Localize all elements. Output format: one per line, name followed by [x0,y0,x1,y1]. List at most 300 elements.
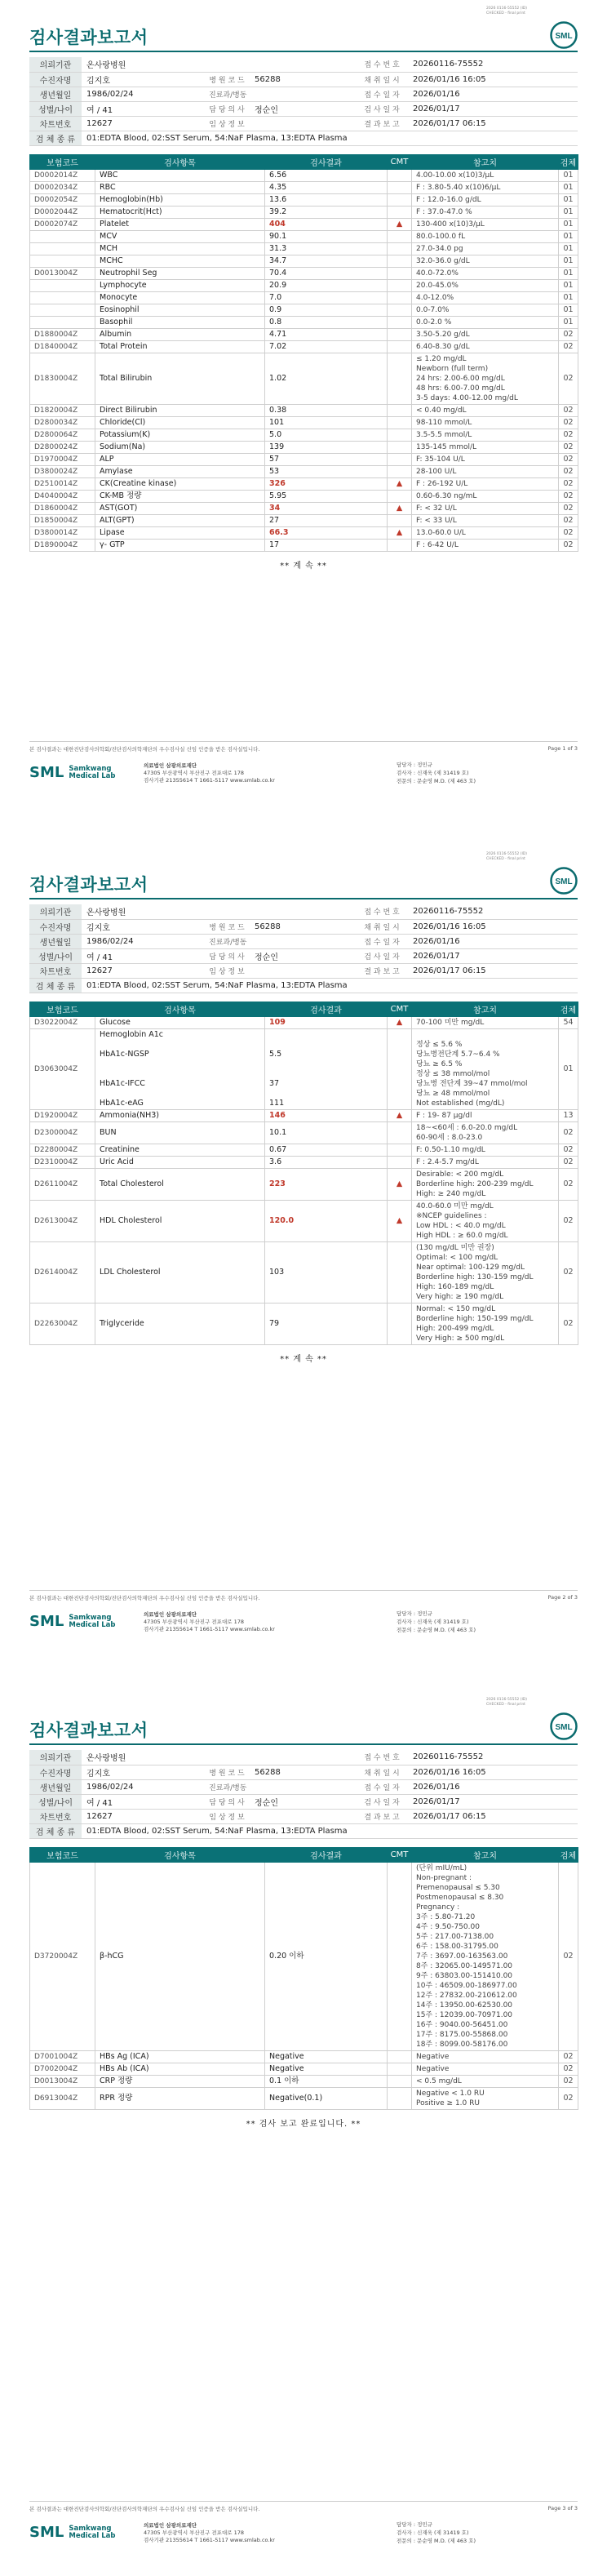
test-result: 34.7 [265,255,388,267]
report-page-2 [0,816,607,1665]
page-title: 검사결과보고서 [29,875,148,895]
continue-note: ** 계 속 ** [280,561,327,571]
test-item: LDL Cholesterol [95,1241,265,1303]
specimen-code: 54 [559,1016,578,1028]
result-row [30,218,578,230]
high-flag-icon [388,230,412,242]
insurance-code [30,230,95,242]
specimen-code: 02 [559,1200,578,1241]
insurance-code [30,255,95,267]
insurance-code: D1970004Z [30,453,95,465]
high-flag-icon [388,2063,412,2075]
page-title: 검사결과보고서 [29,1721,148,1740]
test-item: Total Protein [95,340,265,353]
reference-range: 28-100 U/L [412,465,559,477]
page-footer: 본 검사결과는 대한진단검사의학회/진단검사의학재단의 우수검사실 신임 인증을 받은 검사실입니다. Page 2 of 3 SML Samkwang Medical Lab 의료법인 삼광의료재단 47305 부산광역시 부산진구 전포대로 178 검사기관 21355614 T 1661-5117 www.smlab.co.kr 담당자 : 정민규 검사자 : 신재욱 (제 31419 호) 전문의 : 문순영 M.D. (제 463 호) [0,1590,607,1665]
test-result: 109 [265,1016,388,1028]
specimen-code: 02 [559,2050,578,2063]
test-item: AST(GOT) [95,502,265,514]
test-result: 0.1 이하 [265,2075,388,2087]
result-row [30,304,578,316]
result-row [30,1862,578,2050]
high-flag-icon [388,429,412,441]
insurance-code: D1920004Z [30,1109,95,1121]
high-flag-icon: ▲ [388,1109,412,1121]
specimen-code: 02 [559,340,578,353]
result-row [30,279,578,291]
specimen-code: 02 [559,328,578,340]
specimen-code: 02 [559,441,578,453]
test-item: Lymphocyte [95,279,265,291]
test-item: Direct Bilirubin [95,404,265,416]
reference-range: 6.40-8.30 g/dL [412,340,559,353]
reference-range: F : 19- 87 μg/dl [412,1109,559,1121]
result-row [30,169,578,181]
specimen-code: 01 [559,193,578,206]
svg-text:SML: SML [555,1723,573,1732]
specimen-code: 02 [559,1168,578,1200]
patient-info-table: 의뢰기관 온사랑병원 접 수 번 호 20260116-75552 수진자명 김지호 병 원 코 드 56288 채 취 일 시 2026/01/16 16:05 생년월일 1986/02/24 진료과/병동 접 수 일 자 2026/01/16 성별/나이 여 / 41 담 당 의 사 정순인 검 사 일 자 2026/01/17 차트번호 12627 임 상 정 보 결 과 보 고 2026/01/17 06:15 검 체 종 류 01:EDTA Blood, 02:SST Serum, 54:NaF Plasma, 13:EDTA Plasma [29,1750,578,1839]
result-row [30,1303,578,1344]
high-flag-icon [388,1241,412,1303]
test-item: Total Cholesterol [95,1168,265,1200]
insurance-code: D2310004Z [30,1156,95,1168]
insurance-code: D1820004Z [30,404,95,416]
high-flag-icon: ▲ [388,1168,412,1200]
test-item: HBs Ab (ICA) [95,2063,265,2075]
test-result: 146 [265,1109,388,1121]
test-result: 17 [265,539,388,551]
result-row [30,291,578,304]
specimen-code: 02 [559,1241,578,1303]
high-flag-icon [388,1303,412,1344]
test-item: CK(Creatine kinase) [95,477,265,490]
result-row [30,2087,578,2109]
insurance-code: D7002004Z [30,2063,95,2075]
insurance-code: D2611004Z [30,1168,95,1200]
test-item: Ammonia(NH3) [95,1109,265,1121]
insurance-code: D2280004Z [30,1144,95,1156]
high-flag-icon [388,181,412,193]
test-item: Eosinophil [95,304,265,316]
result-row [30,539,578,551]
test-result: 57 [265,453,388,465]
test-result: 120.0 [265,1200,388,1241]
page-number: Page 3 of 3 [547,2505,578,2512]
reference-range: F : 6-42 U/L [412,539,559,551]
high-flag-icon [388,2087,412,2109]
test-item: CRP 정량 [95,2075,265,2087]
result-row [30,2050,578,2063]
reference-range: F : 12.0-16.0 g/dL [412,193,559,206]
test-item: BUN [95,1121,265,1144]
reference-range: 4.0-12.0% [412,291,559,304]
specimen-code: 01 [559,267,578,279]
high-flag-icon [388,1862,412,2050]
specimen-code: 02 [559,502,578,514]
patient-name: 김지호 [82,72,204,87]
high-flag-icon [388,416,412,429]
insurance-code: D2800024Z [30,441,95,453]
reference-range: F: 0.50-1.10 mg/dL [412,1144,559,1156]
test-result: 5.0 [265,429,388,441]
test-result: 0.9 [265,304,388,316]
reference-range: F : 2.4-5.7 mg/dL [412,1156,559,1168]
result-row [30,514,578,526]
page-footer: 본 검사결과는 대한진단검사의학회/진단검사의학재단의 우수검사실 신임 인증을 받은 검사실입니다. Page 1 of 3 SML Samkwang Medical Lab 의료법인 삼광의료재단 47305 부산광역시 부산진구 전포대로 178 검사기관 21355614 T 1661-5117 www.smlab.co.kr 담당자 : 정민규 검사자 : 신재욱 (제 31419 호) 전문의 : 문순영 M.D. (제 463 호) [0,741,607,816]
high-flag-icon [388,255,412,267]
high-flag-icon [388,1144,412,1156]
result-row [30,441,578,453]
high-flag-icon [388,193,412,206]
specimen-code: 02 [559,1121,578,1144]
reference-range: 0.60-6.30 ng/mL [412,490,559,502]
test-result: 34 [265,502,388,514]
high-flag-icon [388,1028,412,1109]
specimen-code: 01 [559,316,578,328]
test-result: 79 [265,1303,388,1344]
specimen-code: 01 [559,181,578,193]
result-row [30,1028,578,1109]
reference-range: < 0.40 mg/dL [412,404,559,416]
high-flag-icon [388,1156,412,1168]
insurance-code: D1890004Z [30,539,95,551]
specimen-code: 01 [559,169,578,181]
test-result: 4.71 [265,328,388,340]
test-item: HBs Ag (ICA) [95,2050,265,2063]
page-number: Page 2 of 3 [547,1594,578,1601]
specimen-code: 01 [559,1028,578,1109]
result-row [30,193,578,206]
insurance-code: D7001004Z [30,2050,95,2063]
specimen-code: 02 [559,429,578,441]
result-row [30,1200,578,1241]
high-flag-icon [388,2075,412,2087]
institution-value: 온사랑병원 [82,57,356,72]
reference-range: 20.0-45.0% [412,279,559,291]
result-row [30,181,578,193]
result-row [30,429,578,441]
test-result: 404 [265,218,388,230]
high-flag-icon: ▲ [388,1016,412,1028]
test-item: γ- GTP [95,539,265,551]
specimen-code: 02 [559,514,578,526]
reference-range: 0.0-7.0% [412,304,559,316]
reference-range: (130 mg/dL 미만 권장) Optimal: < 100 mg/dL Near optimal: 100-129 mg/dL Borderline high: 130-159 mg/dL High: 160-189 mg/dL Very high: ≥ 190 mg/dL [412,1241,559,1303]
high-flag-icon: ▲ [388,526,412,539]
reference-range: 18~<60세 : 6.0-20.0 mg/dL 60-90세 : 8.0-23.0 [412,1121,559,1144]
result-row [30,328,578,340]
reference-range: F : 37.0-47.0 % [412,206,559,218]
result-row [30,2075,578,2087]
test-item: HDL Cholesterol [95,1200,265,1241]
test-result: 223 [265,1168,388,1200]
insurance-code [30,304,95,316]
high-flag-icon [388,267,412,279]
test-item: RBC [95,181,265,193]
result-row [30,353,578,404]
insurance-code: D2510014Z [30,477,95,490]
insurance-code: D3800014Z [30,526,95,539]
insurance-code: D0002034Z [30,181,95,193]
test-result: 0.20 이하 [265,1862,388,2050]
insurance-code [30,316,95,328]
results-table: 보험코드 검사항목 검사결과 CMT 참고치 검체 D0002014Z WBC 6.56 4.00-10.00 x(10)3/μL 01 D0002034Z RBC 4.35 F : 3.80-5.40 x(10)6/μL 01 D0002054Z Hemoglobin(Hb) 13.6 F : 12.0-16.0 g/dL 01 D0002044Z Hematocrit(Hct) 39.2 F : 37.0-47.0 % 01 D0002074Z Platelet 404 ▲ 130-400 x(10)3/μL 01 MCV 90.1 80.0-100.0 fL 01 MCH 31.3 27.0-34.0 pg 01 MCHC 34.7 32.0-36.0 g/dL 01 D0013004Z Neutrophil Seg 70.4 40.0-72.0% 01 Lymphocyte 20.9 20.0-45.0% 01 Monocyte 7.0 4.0-12.0% 01 Eosinophil 0.9 0.0-7.0% 01 Basophil 0.8 0.0-2.0 % 01 D1880004Z Albumin 4.71 3.50-5.20 g/dL 02 D1840004Z Total Protein 7.02 6.40-8.30 g/dL 02 D1830004Z Total Bilirubin 1.02 ≤ 1.20 mg/dL Newborn (full term) 24 hrs: 2.00-6.00 mg/dL 48 hrs: 6.00-7.00 mg/dL 3-5 days: 4.00-12.00 mg/dL 02 D1820004Z Direct Bilirubin 0.38 < 0.40 mg/dL 02 D2800034Z Chloride(Cl) 101 98-110 mmol/L 02 D2800064Z Potassium(K) 5.0 3.5-5.5 mmol/L 02 D2800024Z Sodium(Na) 139 135-145 mmol/L 02 D1970004Z ALP 57 F: 35-104 U/L 02 D3800024Z Amylase 53 28-100 U/L 02 D2510014Z CK(Creatine kinase) 326 ▲ F : 26-192 U/L 02 D4040004Z CK-MB 정량 5.95 0.60-6.30 ng/mL 02 D1860004Z AST(GOT) 34 ▲ F: < 32 U/L 02 D1850004Z ALT(GPT) 27 F: < 33 U/L 02 D3800014Z Lipase 66.3 ▲ 13.0-60.0 U/L 02 D1890004Z γ- GTP 17 F : 6-42 U/L 02 [29,154,578,552]
test-result: 5.95 [265,490,388,502]
sml-logo-icon [550,1712,578,1740]
page-number: Page 1 of 3 [547,745,578,752]
insurance-code [30,242,95,255]
test-item: ALT(GPT) [95,514,265,526]
insurance-code: D0013004Z [30,267,95,279]
test-result: 53 [265,465,388,477]
test-result: 3.6 [265,1156,388,1168]
specimen-code: 02 [559,404,578,416]
result-row [30,502,578,514]
result-row [30,1241,578,1303]
reference-range: 135-145 mmol/L [412,441,559,453]
result-row [30,1168,578,1200]
test-result: 0.67 [265,1144,388,1156]
test-item: Neutrophil Seg [95,267,265,279]
reference-range: Negative < 1.0 RU Positive ≥ 1.0 RU [412,2087,559,2109]
reference-range: 80.0-100.0 fL [412,230,559,242]
continue-note: ** 계 속 ** [280,1354,327,1364]
high-flag-icon [388,2050,412,2063]
test-result: 90.1 [265,230,388,242]
high-flag-icon [388,328,412,340]
sml-logo-icon [550,867,578,895]
test-item: Sodium(Na) [95,441,265,453]
reference-range: Negative [412,2063,559,2075]
insurance-code: D2614004Z [30,1241,95,1303]
svg-text:SML: SML [555,877,573,886]
reference-range: Negative [412,2050,559,2063]
test-item: Potassium(K) [95,429,265,441]
high-flag-icon [388,279,412,291]
high-flag-icon [388,340,412,353]
result-row [30,230,578,242]
test-item: Uric Acid [95,1156,265,1168]
specimen-code: 02 [559,2063,578,2075]
results-table: 보험코드 검사항목 검사결과 CMT 참고치 검체 D3022004Z Glucose 109 ▲ 70-100 미만 mg/dL 54 D3063004Z Hemoglobin A1c HbA1c-NGSP HbA1c-IFCC HbA1c-eAG 5.5 37 111 정상 ≤ 5.6 % 당뇨병전단계 5.7~6.4 % 당뇨 ≥ 6.5 % 정상 ≤ 38 mmol/mol 당뇨병 전단계 39~47 mmol/mol 당뇨 ≥ 48 mmol/mol Not established (mg/dL) 01 D1920004Z Ammonia(NH3) 146 ▲ F : 19- 87 μg/dl 13 D2300004Z BUN 10.1 18~<60세 : 6.0-20.0 mg/dL 60-90세 : 8.0-23.0 02 D2280004Z Creatinine 0.67 F: 0.50-1.10 mg/dL 02 D2310004Z Uric Acid 3.6 F : 2.4-5.7 mg/dL 02 D2611004Z Total Cholesterol 223 ▲ Desirable: < 200 mg/dL Borderline high: 200-239 mg/dL High: ≥ 240 mg/dL 02 D2613004Z HDL Cholesterol 120.0 ▲ 40.0-60.0 미만 mg/dL ※NCEP guidelines : Low HDL : < 40.0 mg/dL High HDL : ≥ 60.0 mg/dL 02 D2614004Z LDL Cholesterol 103 (130 mg/dL 미만 권장) Optimal: < 100 mg/dL Near optimal: 100-129 mg/dL Borderline high: 130-159 mg/dL High: 160-189 mg/dL Very high: ≥ 190 mg/dL 02 D2263004Z Triglyceride 79 Normal: < 150 mg/dL Borderline high: 150-199 mg/dL High: 200-499 mg/dL Very High: ≥ 500 mg/dL 02 [29,1002,578,1345]
high-flag-icon: ▲ [388,477,412,490]
high-flag-icon [388,169,412,181]
page-footer: 본 검사결과는 대한진단검사의학회/진단검사의학재단의 우수검사실 신임 인증을 받은 검사실입니다. Page 3 of 3 SML Samkwang Medical Lab 의료법인 삼광의료재단 47305 부산광역시 부산진구 전포대로 178 검사기관 21355614 T 1661-5117 www.smlab.co.kr 담당자 : 정민규 검사자 : 신재욱 (제 31419 호) 전문의 : 문순영 M.D. (제 463 호) [0,2501,607,2576]
test-result: 139 [265,441,388,453]
test-item: β-hCG [95,1862,265,2050]
specimen-code: 02 [559,539,578,551]
result-row [30,242,578,255]
high-flag-icon [388,514,412,526]
specimen-code: 02 [559,416,578,429]
reference-range: (단위 mIU/mL) Non-pregnant : Premenopausal ≤ 5.30 Postmenopausal ≤ 8.30 Pregnancy : 3주 : 5.80-71.20 4주 : 9.50-750.00 5주 : 217.00-7138.00 6주 : 158.00-31795.00 7주 : 3697.00-163563.00 8주 : 32065.00-149571.00 9주 : 63803.00-151410.00 10주 : 46509.00-186977.00 12주 : 27832.00-210612.00 14주 : 13950.00-62530.00 15주 : 12039.00-70971.00 16주 : 9040.00-56451.00 17주 : 8175.00-55868.00 18주 : 8099.00-58176.00 [412,1862,559,2050]
test-result: 326 [265,477,388,490]
test-result: 103 [265,1241,388,1303]
insurance-code: D0002054Z [30,193,95,206]
result-row [30,1121,578,1144]
insurance-code: D3063004Z [30,1028,95,1109]
test-item: WBC [95,169,265,181]
test-item: Lipase [95,526,265,539]
reference-range: 정상 ≤ 5.6 % 당뇨병전단계 5.7~6.4 % 당뇨 ≥ 6.5 % 정상 ≤ 38 mmol/mol 당뇨병 전단계 39~47 mmol/mol 당뇨 ≥ 48 mmol/mol Not established (mg/dL) [412,1028,559,1109]
reference-range: F : 26-192 U/L [412,477,559,490]
test-item: Amylase [95,465,265,477]
high-flag-icon: ▲ [388,218,412,230]
high-flag-icon [388,490,412,502]
reference-range: < 0.5 mg/dL [412,2075,559,2087]
test-result: 0.38 [265,404,388,416]
result-row [30,416,578,429]
reference-range: Desirable: < 200 mg/dL Borderline high: 200-239 mg/dL High: ≥ 240 mg/dL [412,1168,559,1200]
specimen-code: 02 [559,477,578,490]
high-flag-icon [388,242,412,255]
high-flag-icon [388,441,412,453]
specimen-code: 02 [559,1862,578,2050]
specimen-code: 02 [559,2087,578,2109]
result-row [30,255,578,267]
insurance-code: D1830004Z [30,353,95,404]
test-result: 4.35 [265,181,388,193]
high-flag-icon [388,453,412,465]
test-item: Glucose [95,1016,265,1028]
result-row [30,1016,578,1028]
test-item: Creatinine [95,1144,265,1156]
svg-text:SML: SML [555,32,573,41]
reference-range: 3.5-5.5 mmol/L [412,429,559,441]
test-result: 101 [265,416,388,429]
insurance-code [30,279,95,291]
reference-range: F: < 33 U/L [412,514,559,526]
insurance-code: D1840004Z [30,340,95,353]
test-item: Monocyte [95,291,265,304]
high-flag-icon [388,291,412,304]
insurance-code: D2263004Z [30,1303,95,1344]
receipt-number: 20260116-75552 [408,57,578,72]
insurance-code: D1860004Z [30,502,95,514]
test-item: MCHC [95,255,265,267]
report-page-1 [0,0,607,816]
specimen-code: 01 [559,255,578,267]
test-result: 66.3 [265,526,388,539]
reference-range: 32.0-36.0 g/dL [412,255,559,267]
test-item: Triglyceride [95,1303,265,1344]
test-result: Negative [265,2050,388,2063]
test-result: Negative(0.1) [265,2087,388,2109]
samkwang-logo: SML Samkwang Medical Lab [29,764,116,781]
high-flag-icon [388,353,412,404]
insurance-code: D2300004Z [30,1121,95,1144]
test-item: ALP [95,453,265,465]
patient-info-table: 의뢰기관 온사랑병원 접 수 번 호 20260116-75552 수진자명 김지호 병 원 코 드 56288 채 취 일 시 2026/01/16 16:05 생년월일 1986/02/24 진료과/병동 접 수 일 자 2026/01/16 성별/나이 여 / 41 담 당 의 사 정순인 검 사 일 자 2026/01/17 차트번호 12627 임 상 정 보 결 과 보 고 2026/01/17 06:15 검 체 종 류 01:EDTA Blood, 02:SST Serum, 54:NaF Plasma, 13:EDTA Plasma [29,904,578,993]
insurance-code: D1880004Z [30,328,95,340]
result-row [30,465,578,477]
test-item: Basophil [95,316,265,328]
reference-range: 3.50-5.20 g/dL [412,328,559,340]
specimen-code: 01 [559,304,578,316]
insurance-code: D2800064Z [30,429,95,441]
reference-range: F: 35-104 U/L [412,453,559,465]
test-item: Total Bilirubin [95,353,265,404]
reference-range: 27.0-34.0 pg [412,242,559,255]
test-result: 27 [265,514,388,526]
report-page-3 [0,1665,607,2576]
reference-range: 130-400 x(10)3/μL [412,218,559,230]
insurance-code: D0002074Z [30,218,95,230]
specimen-code: 01 [559,206,578,218]
specimen-code: 02 [559,465,578,477]
test-result: Negative [265,2063,388,2075]
specimen-code: 01 [559,230,578,242]
specimen-code: 02 [559,353,578,404]
test-item: RPR 정량 [95,2087,265,2109]
sml-logo-icon [550,21,578,49]
specimen-code: 01 [559,242,578,255]
result-row [30,490,578,502]
insurance-code: D0002044Z [30,206,95,218]
test-item: Platelet [95,218,265,230]
test-item: Chloride(Cl) [95,416,265,429]
reference-range: F : 3.80-5.40 x(10)6/μL [412,181,559,193]
reference-range: 40.0-60.0 미만 mg/dL ※NCEP guidelines : Low HDL : < 40.0 mg/dL High HDL : ≥ 60.0 mg/dL [412,1200,559,1241]
result-row [30,267,578,279]
title-divider [29,898,578,899]
results-table: 보험코드 검사항목 검사결과 CMT 참고치 검체 D3720004Z β-hCG 0.20 이하 (단위 mIU/mL) Non-pregnant : Premenopausal ≤ 5.30 Postmenopausal ≤ 8.30 Pregnancy : 3주 : 5.80-71.20 4주 : 9.50-750.00 5주 : 217.00-7138.00 6주 : 158.00-31795.00 7주 : 3697.00-163563.00 8주 : 32065.00-149571.00 9주 : 63803.00-151410.00 10주 : 46509.00-186977.00 12주 : 27832.00-210612.00 14주 : 13950.00-62530.00 15주 : 12039.00-70971.00 16주 : 9040.00-56451.00 17주 : 8175.00-55868.00 18주 : 8099.00-58176.00 02 D7001004Z HBs Ag (ICA) Negative Negative 02 D7002004Z HBs Ab (ICA) Negative Negative 02 D0013004Z CRP 정량 0.1 이하 < 0.5 mg/dL 02 D6913004Z RPR 정량 Negative(0.1) Negative < 1.0 RU Positive ≥ 1.0 RU 02 [29,1847,578,2110]
result-row [30,1144,578,1156]
test-item: Hemoglobin A1c HbA1c-NGSP HbA1c-IFCC HbA1c-eAG [95,1028,265,1109]
high-flag-icon: ▲ [388,1200,412,1241]
result-row [30,477,578,490]
test-item: MCV [95,230,265,242]
specimen-code: 02 [559,1156,578,1168]
result-row [30,316,578,328]
result-row [30,206,578,218]
test-result: 5.5 37 111 [265,1028,388,1109]
test-item: CK-MB 정량 [95,490,265,502]
top-ids: 2026 0116-55552 (ID) CHECKED - final print [485,1698,527,1707]
title-divider [29,51,578,52]
insurance-code: D4040004Z [30,490,95,502]
reference-range: F: < 32 U/L [412,502,559,514]
high-flag-icon [388,1121,412,1144]
specimen-code: 02 [559,526,578,539]
test-result: 1.02 [265,353,388,404]
result-row [30,1109,578,1121]
test-result: 70.4 [265,267,388,279]
reference-range: ≤ 1.20 mg/dL Newborn (full term) 24 hrs: 2.00-6.00 mg/dL 48 hrs: 6.00-7.00 mg/dL 3-5 days: 4.00-12.00 mg/dL [412,353,559,404]
high-flag-icon [388,316,412,328]
top-ids: 2026 0116-55552 (ID) CHECKED - final print [485,7,527,16]
samkwang-logo: SML Samkwang Medical Lab [29,1613,116,1630]
test-item: Hemoglobin(Hb) [95,193,265,206]
reference-range: 70-100 미만 mg/dL [412,1016,559,1028]
specimen-code: 02 [559,1303,578,1344]
specimen-code: 01 [559,279,578,291]
reference-range: 40.0-72.0% [412,267,559,279]
reference-range: 4.00-10.00 x(10)3/μL [412,169,559,181]
result-row [30,2063,578,2075]
result-row [30,1156,578,1168]
test-item: Hematocrit(Hct) [95,206,265,218]
specimen-code: 13 [559,1109,578,1121]
insurance-code: D0002014Z [30,169,95,181]
test-result: 20.9 [265,279,388,291]
specimen-types: 01:EDTA Blood, 02:SST Serum, 54:NaF Plasma, 13:EDTA Plasma [82,131,578,145]
test-result: 7.02 [265,340,388,353]
high-flag-icon [388,539,412,551]
patient-info-table: 의뢰기관 온사랑병원 접 수 번 호 20260116-75552 수진자명 김지호 병 원 코 드 56288 채 취 일 시 2026/01/16 16:05 생년월일 1986/02/24 진료과/병동 접 수 일 자 2026/01/16 성별/나이 여 / 41 담 당 의 사 정순인 검 사 일 자 2026/01/17 차트번호 12627 임 상 정 보 결 과 보 고 2026/01/17 06:15 검 체 종 류 01:EDTA Blood, 02:SST Serum, 54:NaF Plasma, 13:EDTA Plasma [29,57,578,146]
insurance-code: D6913004Z [30,2087,95,2109]
